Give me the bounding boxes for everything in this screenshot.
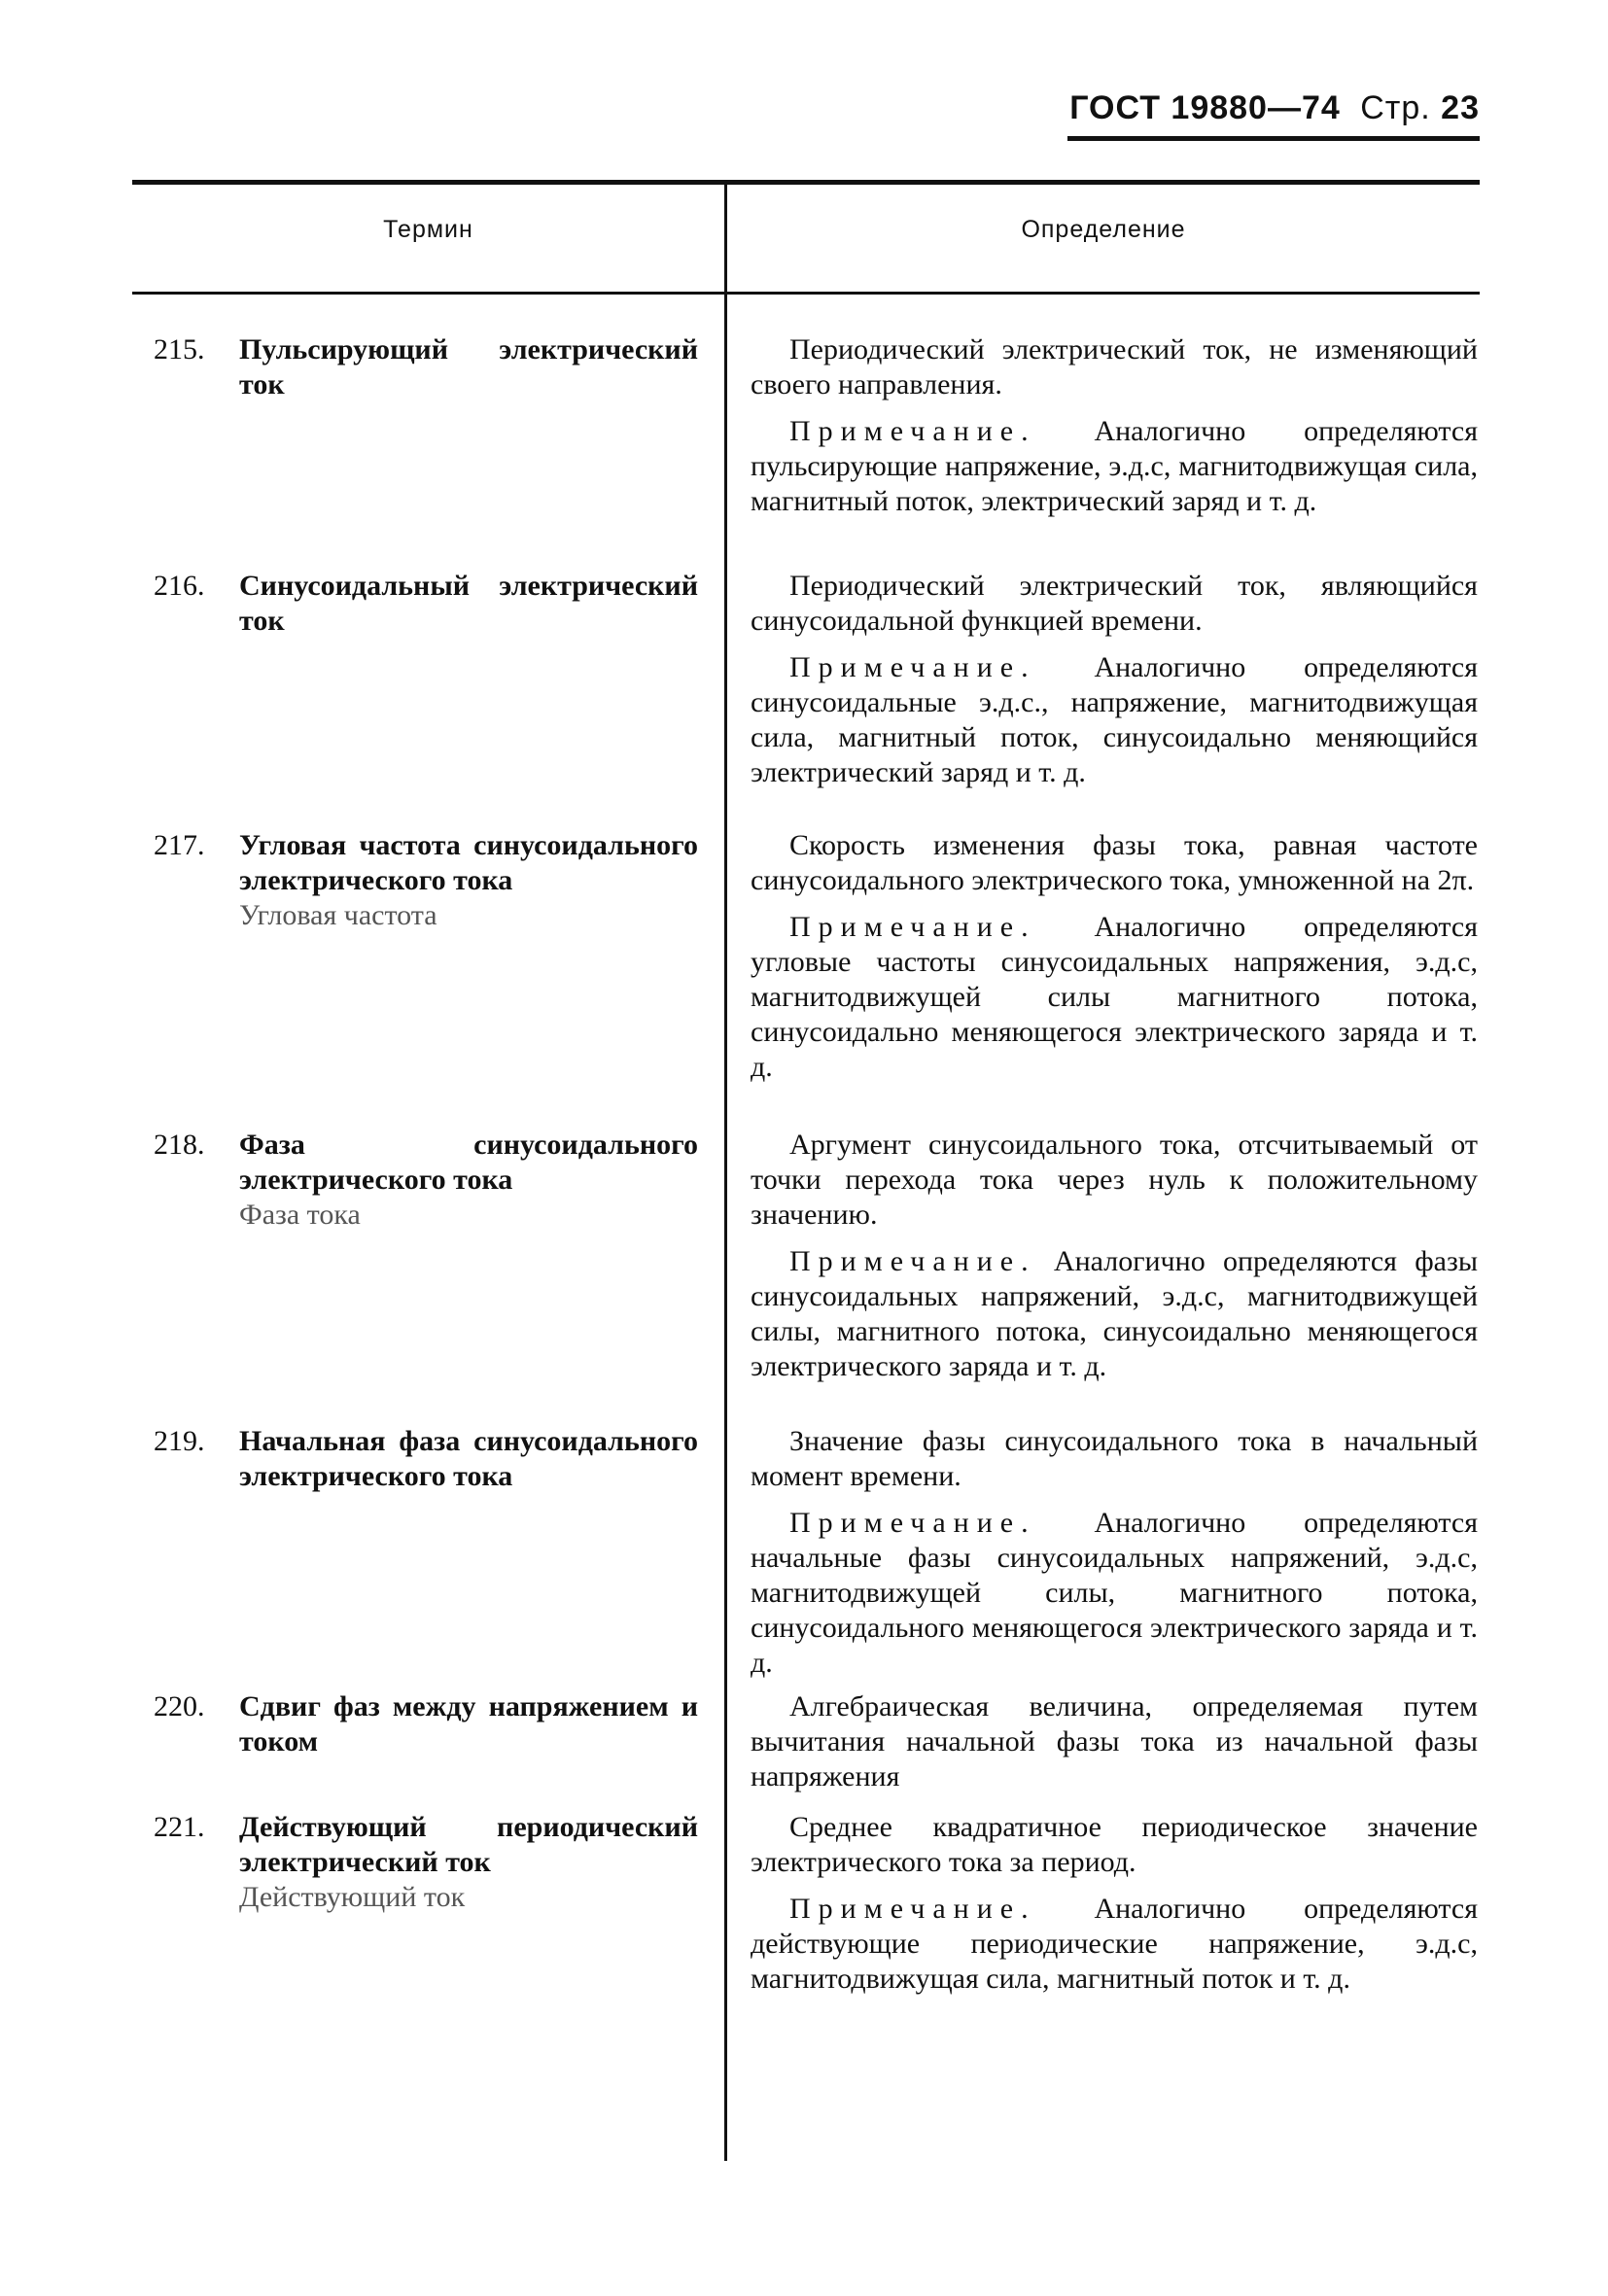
definition-cell	[751, 569, 1478, 790]
column-divider	[724, 183, 727, 2161]
definition-cell	[751, 332, 1478, 519]
term-cell	[154, 569, 698, 639]
term-number: 218.	[154, 1129, 205, 1161]
term-number: 219.	[154, 1425, 205, 1457]
term-short-form: Угловая частота	[239, 899, 437, 931]
term-number: 216.	[154, 570, 205, 602]
term-number: 215.	[154, 333, 205, 365]
definition-text: Периодический электрический ток, не изменяющий своего направления.	[751, 333, 1478, 400]
definition-text: Скорость изменения фазы тока, равная частоте синусоидального электрического тока, умноженной на 2π.	[751, 829, 1478, 896]
note-text: Аналогично определяются угловые частоты синусоидальных напряжения, э.д.с, магнитодвижущей силы магнитного потока, синусоидально меняющегося электрического заряда и т. д.	[751, 911, 1478, 1083]
page-number: 23	[1441, 89, 1480, 126]
term-cell	[154, 828, 698, 933]
note-text: Аналогично определяются синусоидальные э.д.с., напряжение, магнитодвижущая сила, магнитный поток, синусоидально меняющийся электрический заряд и т. д.	[751, 651, 1478, 788]
note-text: Аналогично определяются пульсирующие напряжение, э.д.с, магнитодвижущая сила, магнитный поток, электрический заряд и т. д.	[751, 415, 1478, 517]
term-cell	[154, 1128, 698, 1233]
term-name: Синусоидальный электрический ток	[239, 570, 698, 637]
term-cell	[154, 1424, 698, 1494]
table-top-rule	[132, 180, 1480, 185]
definition-note	[751, 1506, 1478, 1681]
definition-text: Алгебраическая величина, определяемая путем вычитания начальной фазы тока из начальной фазы напряжения	[751, 1690, 1478, 1792]
term-short-form: Действующий ток	[239, 1881, 466, 1913]
definition-note	[751, 1244, 1478, 1384]
page-label: Стр.	[1360, 89, 1431, 126]
definition-cell	[751, 1424, 1478, 1681]
term-name: Пульсирующий электрический ток	[239, 333, 698, 400]
definition-cell	[751, 1810, 1478, 1997]
term-short-form: Фаза тока	[239, 1199, 361, 1231]
term-name: Начальная фаза синусоидального электрического тока	[239, 1425, 698, 1492]
term-number: 217.	[154, 829, 205, 861]
note-label: Примечание.	[789, 1245, 1036, 1277]
definition-note	[751, 414, 1478, 519]
definition-note	[751, 1892, 1478, 1997]
definition-note	[751, 910, 1478, 1085]
definition-text: Значение фазы синусоидального тока в начальный момент времени.	[751, 1425, 1478, 1492]
note-label: Примечание.	[789, 911, 1036, 943]
term-cell	[154, 1689, 698, 1759]
page-header	[1067, 89, 1480, 127]
definition-text: Среднее квадратичное периодическое значение электрического тока за период.	[751, 1811, 1478, 1878]
note-label: Примечание.	[789, 415, 1036, 447]
term-name: Угловая частота синусоидального электрического тока	[239, 829, 698, 896]
column-header-definition: Определение	[1021, 216, 1186, 243]
note-label: Примечание.	[789, 1507, 1036, 1539]
definition-note	[751, 650, 1478, 790]
term-name: Действующий периодический электрический ток	[239, 1811, 698, 1878]
standard-number: ГОСТ 19880—74	[1069, 89, 1341, 126]
term-number: 221.	[154, 1811, 205, 1843]
definition-cell	[751, 828, 1478, 1085]
definition-cell	[751, 1689, 1478, 1794]
definition-text: Аргумент синусоидального тока, отсчитываемый от точки перехода тока через нуль к положительному значению.	[751, 1129, 1478, 1231]
note-text: Аналогично определяются фазы синусоидальных напряжений, э.д.с, магнитодвижущей силы, магнитного потока, синусоидально меняющегося электрического заряда и т. д.	[751, 1245, 1478, 1382]
note-label: Примечание.	[789, 651, 1036, 683]
definition-cell	[751, 1128, 1478, 1384]
term-name: Сдвиг фаз между напряжением и током	[239, 1690, 698, 1757]
note-text: Аналогично определяются начальные фазы синусоидальных напряжений, э.д.с, магнитодвижущей силы, магнитного потока, синусоидального меняющегося электрического заряда и т. д.	[751, 1507, 1478, 1679]
term-number: 220.	[154, 1690, 205, 1722]
definition-text: Периодический электрический ток, являющийся синусоидальной функцией времени.	[751, 570, 1478, 637]
note-label: Примечание.	[789, 1893, 1036, 1925]
term-cell	[154, 1810, 698, 1915]
term-name: Фаза синусоидального электрического тока	[239, 1129, 698, 1196]
column-header-term: Термин	[383, 216, 473, 243]
note-text: Аналогично определяются действующие периодические напряжение, э.д.с, магнитодвижущая сила, магнитный поток и т. д.	[751, 1893, 1478, 1995]
header-rule	[1067, 136, 1480, 141]
table-header-rule	[132, 292, 1480, 295]
term-cell	[154, 332, 698, 402]
